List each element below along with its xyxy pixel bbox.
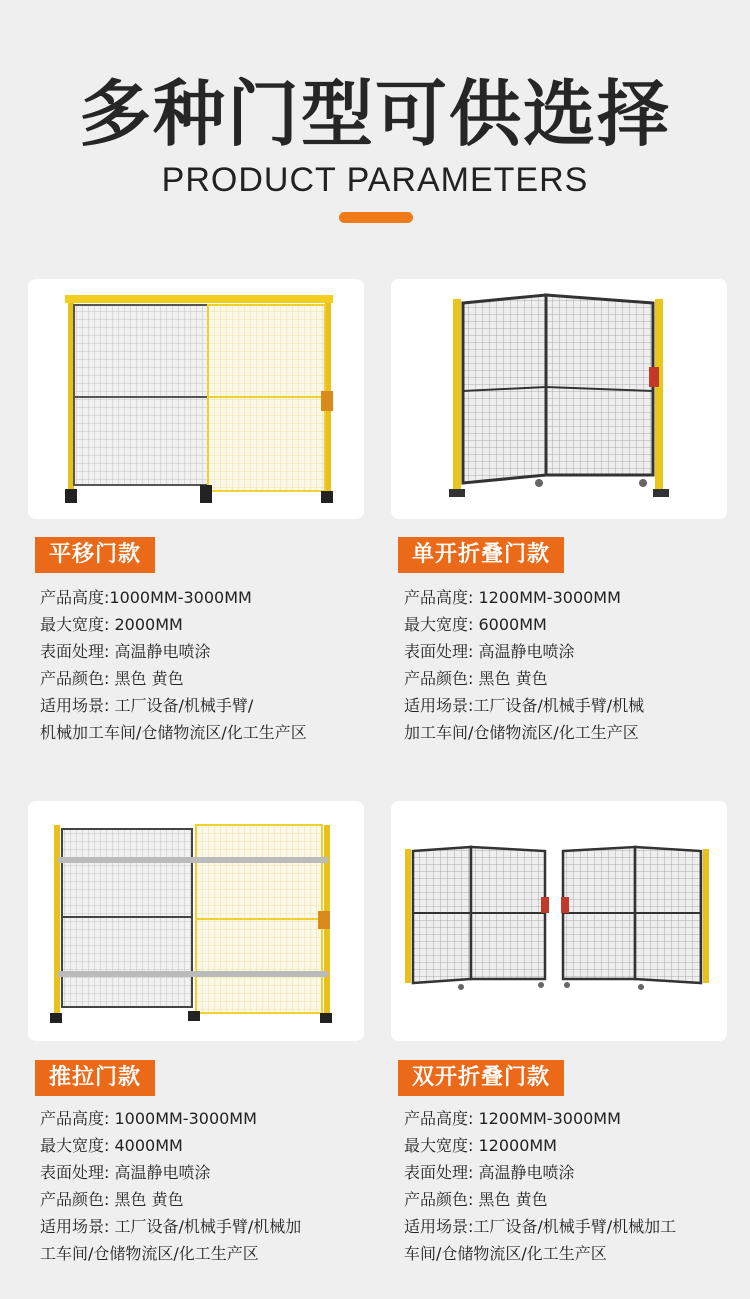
product-image-single-folding-door xyxy=(391,279,727,519)
title-accent-bar xyxy=(339,212,413,223)
page-title: 多种门型可供选择 xyxy=(78,72,671,156)
product-image-sliding-door xyxy=(28,279,364,519)
product-tag-push-pull-door: 推拉门款 xyxy=(35,1060,155,1096)
product-tag-sliding-door: 平移门款 xyxy=(35,537,155,573)
page-subtitle: PRODUCT PARAMETERS xyxy=(161,161,589,199)
spec-surface: 表面处理: 高温静电喷涂 xyxy=(40,1163,211,1182)
spec-color: 产品颜色: 黑色 黄色 xyxy=(40,669,184,688)
spec-color: 产品颜色: 黑色 黄色 xyxy=(404,1190,548,1209)
spec-scenes-cont: 车间/仓储物流区/化工生产区 xyxy=(404,1244,607,1263)
product-specs-double-folding-door xyxy=(404,1105,676,1267)
spec-scenes: 适用场景:工厂设备/机械手臂/机械 xyxy=(404,696,645,715)
spec-height: 产品高度: 1200MM-3000MM xyxy=(404,1109,621,1128)
spec-scenes-cont: 工车间/仓储物流区/化工生产区 xyxy=(40,1244,259,1263)
product-image-double-folding-door xyxy=(391,801,727,1041)
product-tag-single-folding-door: 单开折叠门款 xyxy=(398,537,564,573)
spec-color: 产品颜色: 黑色 黄色 xyxy=(40,1190,184,1209)
spec-surface: 表面处理: 高温静电喷涂 xyxy=(404,642,575,661)
product-specs-single-folding-door xyxy=(404,584,644,746)
spec-max-width: 最大宽度: 2000MM xyxy=(40,615,183,634)
spec-scenes: 适用场景: 工厂设备/机械手臂/机械加 xyxy=(40,1217,302,1236)
spec-max-width: 最大宽度: 6000MM xyxy=(404,615,547,634)
spec-scenes-cont: 机械加工车间/仓储物流区/化工生产区 xyxy=(40,723,307,742)
spec-max-width: 最大宽度: 12000MM xyxy=(404,1136,557,1155)
spec-surface: 表面处理: 高温静电喷涂 xyxy=(404,1163,575,1182)
product-specs-push-pull-door xyxy=(40,1105,301,1267)
spec-scenes: 适用场景: 工厂设备/机械手臂/ xyxy=(40,696,254,715)
product-image-push-pull-door xyxy=(28,801,364,1041)
product-tag-double-folding-door: 双开折叠门款 xyxy=(398,1060,564,1096)
spec-scenes: 适用场景:工厂设备/机械手臂/机械加工 xyxy=(404,1217,677,1236)
spec-scenes-cont: 加工车间/仓储物流区/化工生产区 xyxy=(404,723,639,742)
product-specs-sliding-door xyxy=(40,584,307,746)
spec-max-width: 最大宽度: 4000MM xyxy=(40,1136,183,1155)
spec-surface: 表面处理: 高温静电喷涂 xyxy=(40,642,211,661)
spec-height: 产品高度:1000MM-3000MM xyxy=(40,588,252,607)
spec-height: 产品高度: 1000MM-3000MM xyxy=(40,1109,257,1128)
spec-height: 产品高度: 1200MM-3000MM xyxy=(404,588,621,607)
spec-color: 产品颜色: 黑色 黄色 xyxy=(404,669,548,688)
